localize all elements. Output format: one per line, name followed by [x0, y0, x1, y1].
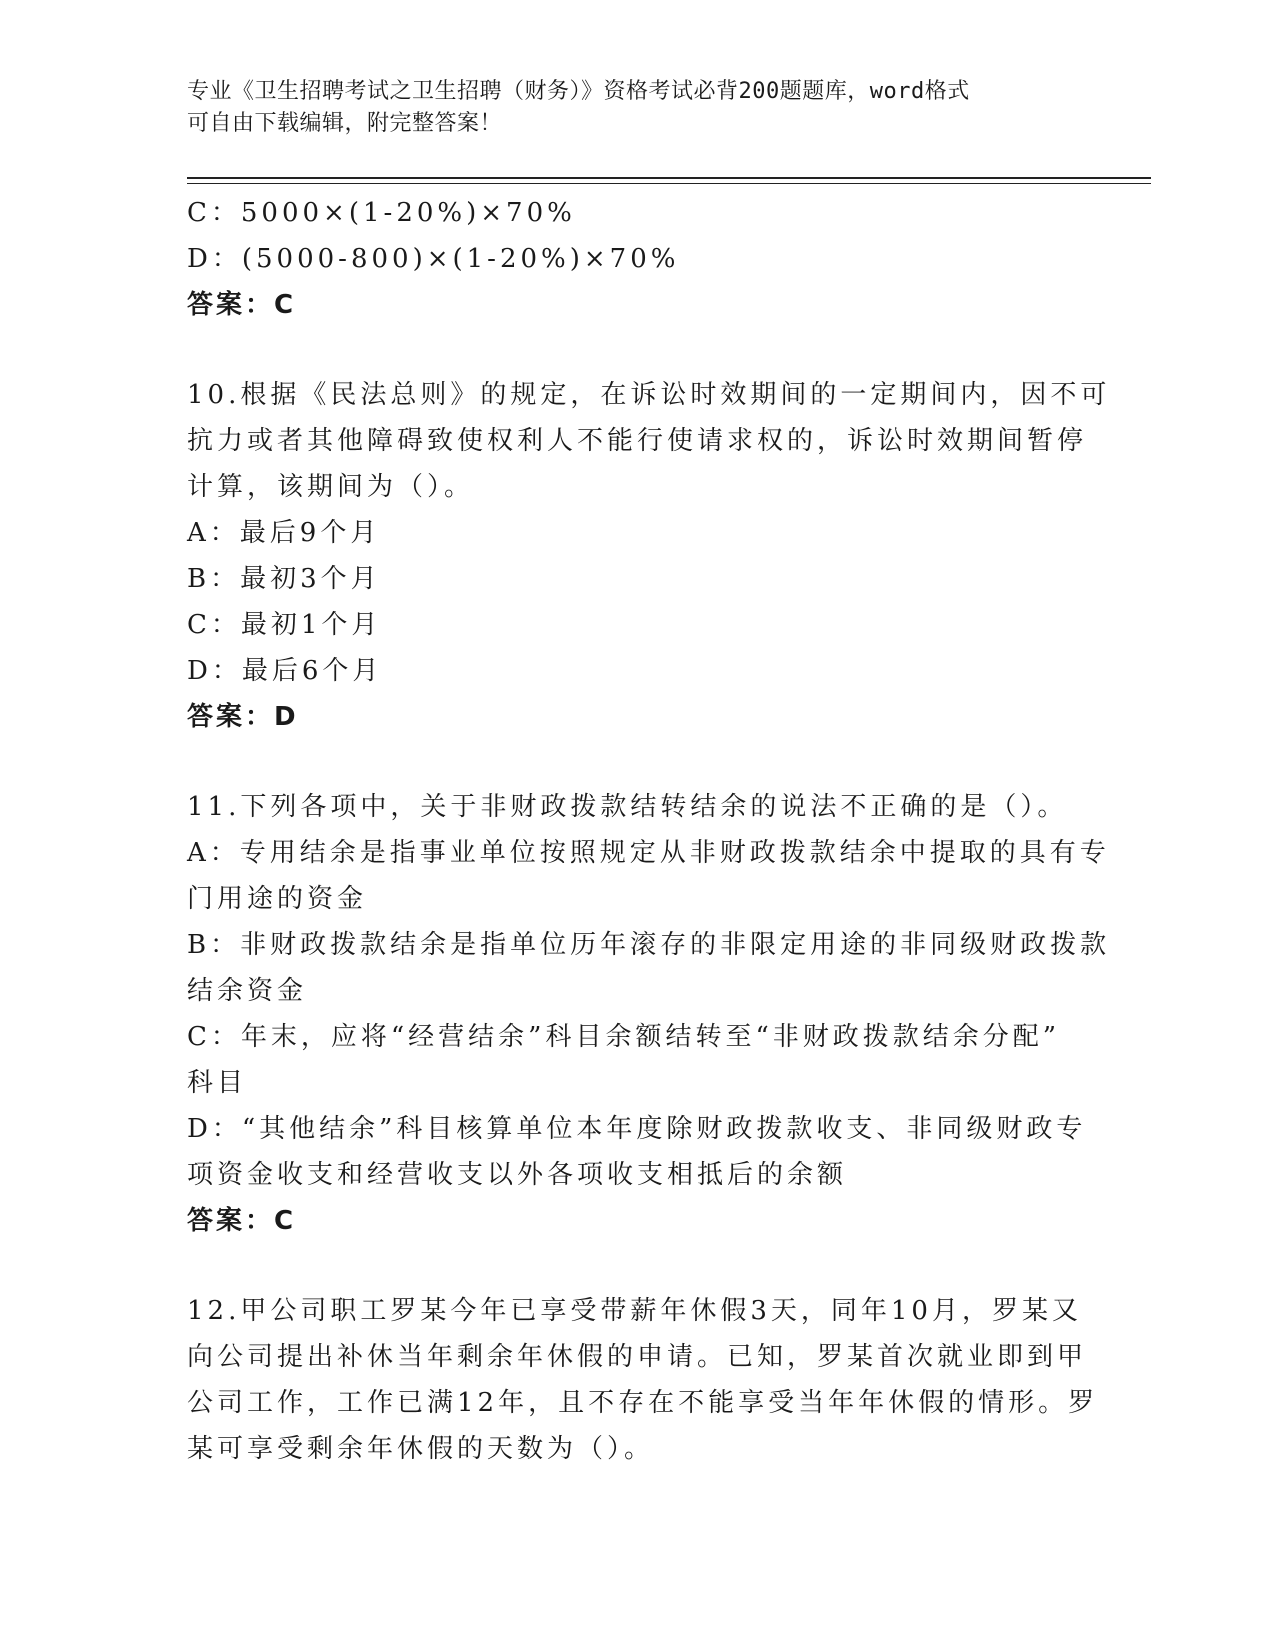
- question-10-option-d: D：最后6个月: [187, 656, 383, 686]
- header-title-line-1: 专业《卫生招聘考试之卫生招聘（财务）》资格考试必背200题题库，word格式: [187, 79, 970, 104]
- question-11-answer: 答案：C: [187, 1206, 297, 1236]
- question-11-option-c-line-1: C：年末，应将“经营结余”科目余额结转至“非财政拨款结余分配”: [187, 1022, 1061, 1052]
- header-divider-thick: [187, 177, 1151, 179]
- question-spacer: [187, 328, 1087, 372]
- question-10-option-a: A：最后9个月: [187, 518, 381, 548]
- question-11-option-a-line-2: 门用途的资金: [187, 884, 368, 914]
- question-12-stem-line-1: 12.甲公司职工罗某今年已享受带薪年休假3天，同年10月，罗某又: [187, 1296, 1082, 1326]
- question-10-option-b: B：最初3个月: [187, 564, 381, 594]
- question-10-stem-line-2: 抗力或者其他障碍致使权利人不能行使请求权的，诉讼时效期间暂停: [187, 426, 1088, 456]
- question-10-answer: 答案：D: [187, 702, 299, 732]
- question-9-option-d: D：(5000-800)×(1-20%)×70%: [187, 244, 680, 274]
- question-11-option-d-line-1: D：“其他结余”科目核算单位本年度除财政拨款收支、非同级财政专: [187, 1114, 1087, 1144]
- question-9-answer: 答案：C: [187, 290, 297, 320]
- question-9-block: [187, 190, 1087, 328]
- question-11-option-b-line-1: B：非财政拨款结余是指单位历年滚存的非限定用途的非同级财政拨款: [187, 930, 1111, 960]
- question-10-stem-line-1: 10.根据《民法总则》的规定，在诉讼时效期间的一定期间内，因不可: [187, 380, 1111, 410]
- question-10-stem-line-3: 计算，该期间为（）。: [187, 472, 475, 502]
- question-spacer: [187, 1244, 1087, 1288]
- question-11-option-c-line-2: 科目: [187, 1068, 248, 1098]
- question-12-stem-line-4: 某可享受剩余年休假的天数为（）。: [187, 1434, 655, 1464]
- question-spacer: [187, 740, 1087, 784]
- question-11-option-d-line-2: 项资金收支和经营收支以外各项收支相抵后的余额: [187, 1160, 848, 1190]
- question-content: [187, 190, 1111, 1472]
- question-12-stem-line-3: 公司工作，工作已满12年，且不存在不能享受当年年休假的情形。罗: [187, 1388, 1099, 1418]
- question-10-option-c: C：最初1个月: [187, 610, 382, 640]
- question-11-option-b-line-2: 结余资金: [187, 976, 308, 1006]
- question-11-option-a-line-1: A：专用结余是指事业单位按照规定从非财政拨款结余中提取的具有专: [187, 838, 1110, 868]
- question-12-block: [187, 1288, 1099, 1472]
- question-9-option-c: C：5000×(1-20%)×70%: [187, 198, 576, 228]
- question-11-block: [187, 784, 1111, 1244]
- header-divider-thin: [187, 183, 1151, 184]
- page-header: [187, 76, 1067, 140]
- question-12-stem-line-2: 向公司提出补休当年剩余年休假的申请。已知，罗某首次就业即到甲: [187, 1342, 1088, 1372]
- header-title-line-2: 可自由下载编辑，附完整答案！: [187, 111, 503, 136]
- question-10-block: [187, 372, 1111, 740]
- question-11-stem: 11.下列各项中，关于非财政拨款结转结余的说法不正确的是（）。: [187, 792, 1068, 822]
